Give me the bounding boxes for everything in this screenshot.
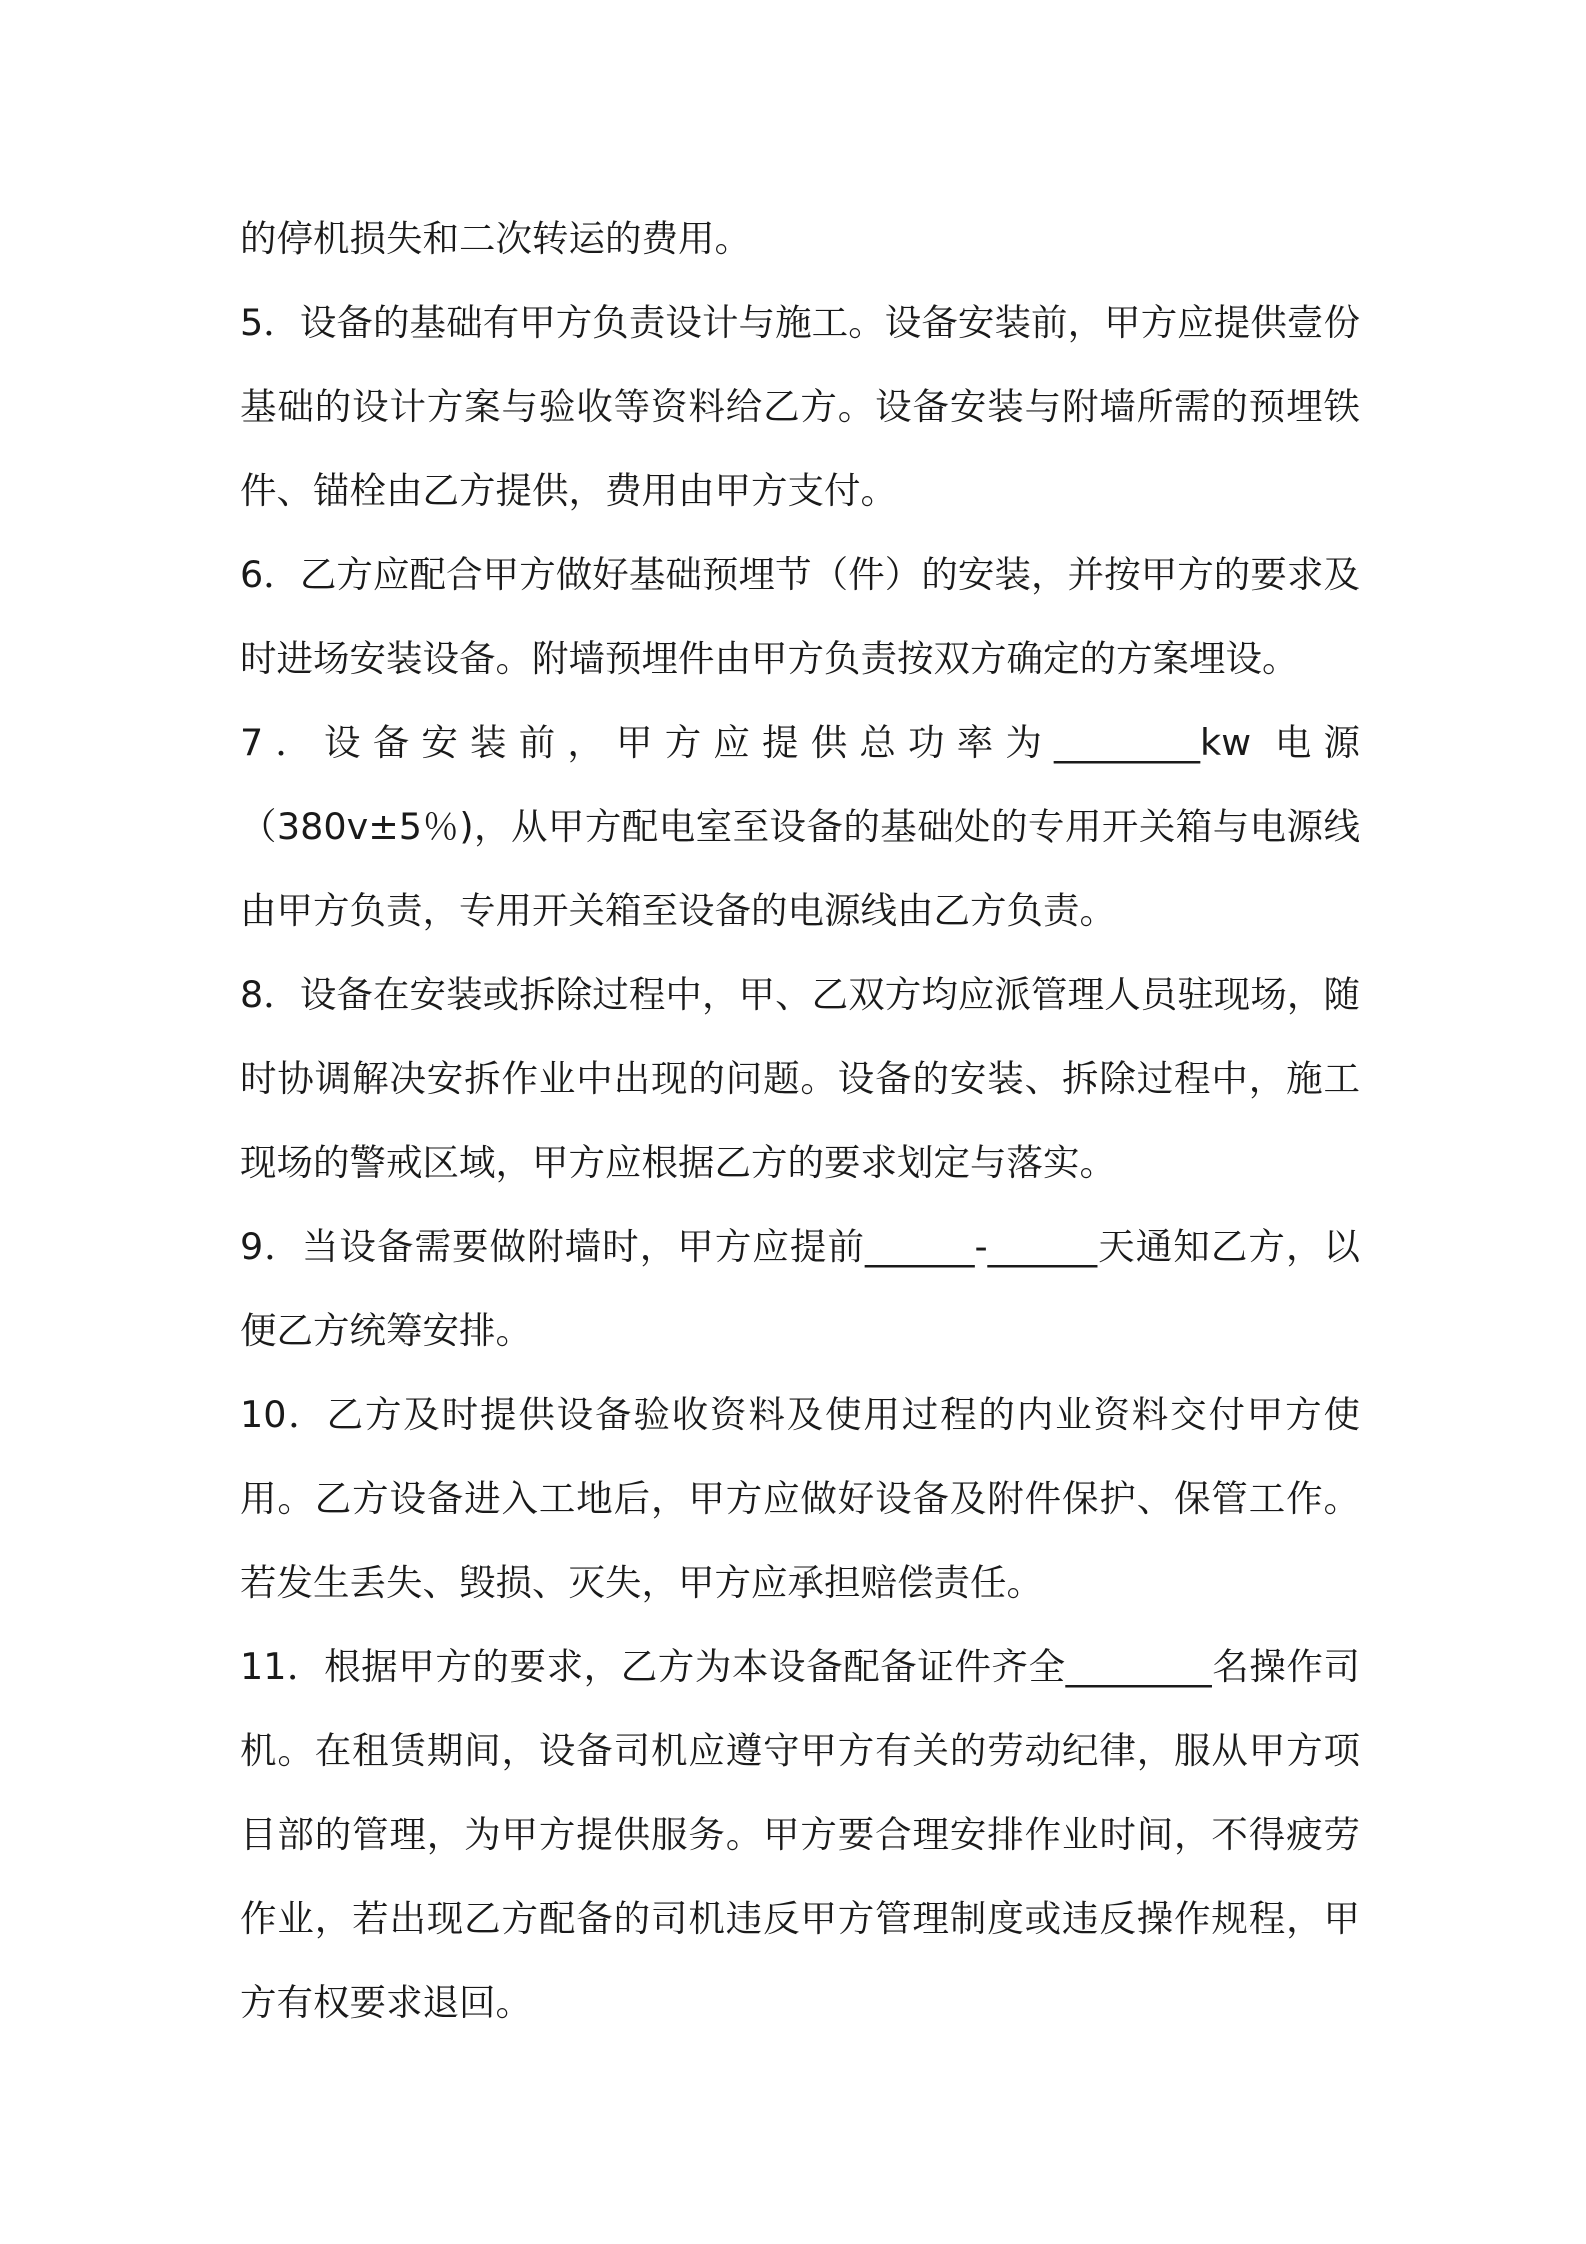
clause-8: 8．设备在安装或拆除过程中，甲、乙双方均应派管理人员驻现场，随时协调解决安拆作业中出现的问题。设备的安装、拆除过程中，施工现场的警戒区域，甲方应根据乙方的要求划定与落实。 — [240, 973, 1360, 1184]
clause-10: 10．乙方及时提供设备验收资料及使用过程的内业资料交付甲方使用。乙方设备进入工地后，甲方应做好设备及附件保护、保管工作。若发生丢失、毁损、灭失，甲方应承担赔偿责任。 — [240, 1393, 1360, 1604]
clause-9: 9．当设备需要做附墙时，甲方应提前______-______天通知乙方，以便乙方统筹安排。 — [240, 1225, 1360, 1352]
clause-7: 7．设备安装前，甲方应提供总功率为________kw 电源（380v±5％)，从甲方配电室至设备的基础处的专用开关箱与电源线由甲方负责，专用开关箱至设备的电源线由乙方负责。 — [240, 721, 1360, 932]
clause-5: 5．设备的基础有甲方负责设计与施工。设备安装前，甲方应提供壹份基础的设计方案与验收等资料给乙方。设备安装与附墙所需的预埋铁件、锚栓由乙方提供，费用由甲方支付。 — [240, 301, 1360, 512]
clause-11: 11．根据甲方的要求，乙方为本设备配备证件齐全________名操作司机。在租赁期间，设备司机应遵守甲方有关的劳动纪律，服从甲方项目部的管理，为甲方提供服务。甲方要合理安排作业时间，不得疲劳作业，若出现乙方配备的司机违反甲方管理制度或违反操作规程，甲方有权要求退回。 — [240, 1645, 1360, 2024]
paragraph-continuation: 的停机损失和二次转运的费用。 — [240, 217, 751, 260]
document-body — [240, 197, 1360, 2045]
clause-6: 6．乙方应配合甲方做好基础预埋节（件）的安装，并按甲方的要求及时进场安装设备。附墙预埋件由甲方负责按双方确定的方案埋设。 — [240, 553, 1360, 680]
